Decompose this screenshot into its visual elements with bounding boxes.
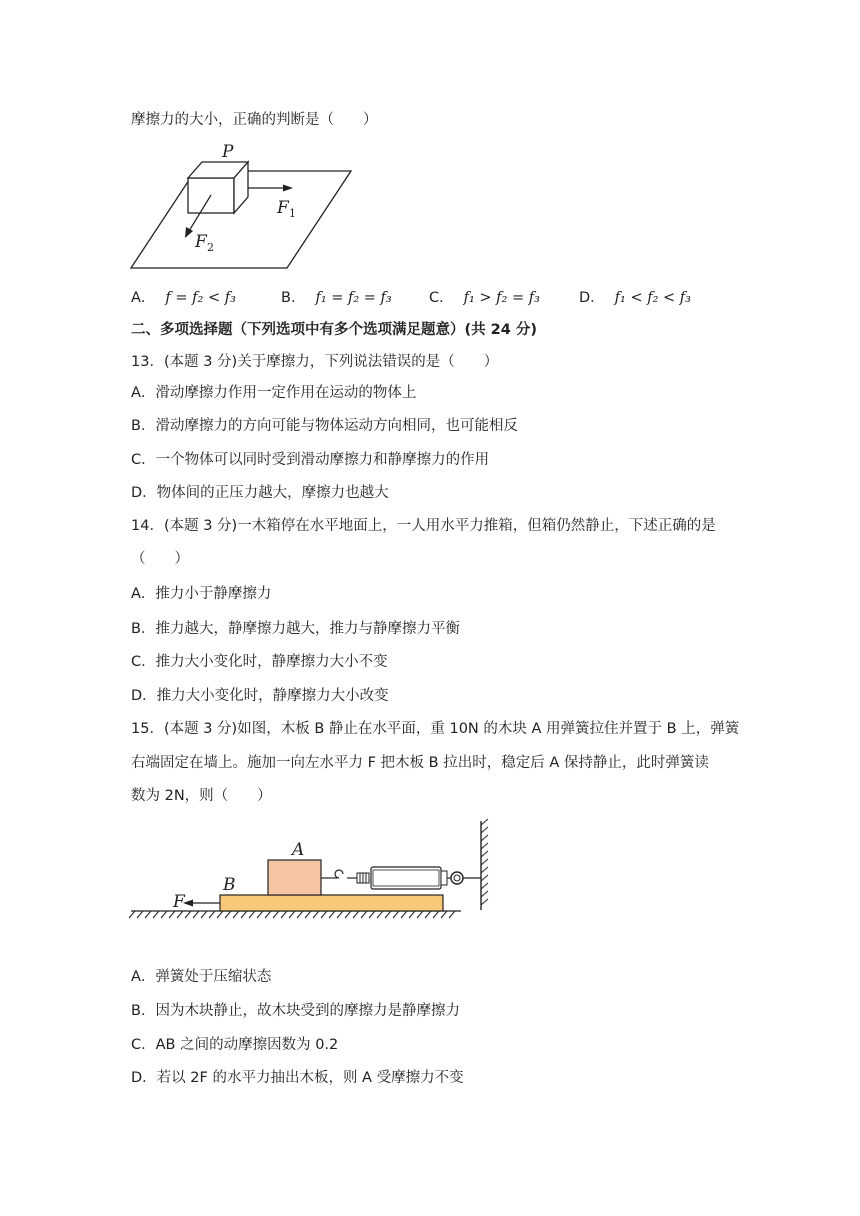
q12-options: [131, 286, 751, 308]
q12-option-b[interactable]: B． f₁ = f₂ = f₃: [281, 290, 392, 306]
label-f2-sub: 2: [207, 241, 214, 254]
arrow-f2-icon: [185, 227, 193, 238]
q15-stem-line3: 数为 2N，则（ ）: [131, 788, 272, 804]
q13-option-a[interactable]: A．滑动摩擦力作用一定作用在运动的物体上: [131, 385, 417, 401]
label-f1: F: [277, 198, 289, 218]
q15-option-d[interactable]: D．若以 2F 的水平力抽出木板，则 A 受摩擦力不变: [131, 1070, 464, 1086]
q14-stem-line1: 14．(本题 3 分)一木箱停在水平地面上，一人用水平力推箱，但箱仍然静止，下述正确的是: [131, 518, 716, 534]
q13-option-c[interactable]: C．一个物体可以同时受到滑动摩擦力和静摩擦力的作用: [131, 452, 490, 468]
arrow-f1-icon: [283, 185, 293, 192]
spring-scale: [321, 867, 481, 889]
q15-stem-line2: 右端固定在墙上。施加一向左水平力 F 把木板 B 拉出时，稳定后 A 保持静止，此时弹簧读: [131, 755, 709, 771]
q14-option-b[interactable]: B．推力越大，静摩擦力越大，推力与静摩擦力平衡: [131, 621, 460, 637]
board-b: [220, 895, 443, 911]
q13-option-b[interactable]: B．滑动摩擦力的方向可能与物体运动方向相同，也可能相反: [131, 418, 518, 434]
label-a: A: [292, 840, 305, 860]
label-f2: F: [195, 232, 207, 252]
q15-stem-line1: 15．(本题 3 分)如图，木板 B 静止在水平面，重 10N 的木块 A 用弹簧拉住并置于 B 上，弹簧: [131, 721, 740, 737]
q12-stem: 摩擦力的大小，正确的判断是（ ）: [131, 112, 378, 128]
q12-option-d[interactable]: D． f₁ < f₂ < f₃: [579, 290, 691, 306]
q12-option-c[interactable]: C． f₁ > f₂ = f₃: [429, 290, 540, 306]
wall-hatch: [481, 819, 488, 905]
q15-option-a[interactable]: A．弹簧处于压缩状态: [131, 969, 272, 985]
q15-option-b[interactable]: B．因为木块静止，故木块受到的摩擦力是静摩擦力: [131, 1003, 460, 1019]
q12-option-a[interactable]: A． f = f₂ < f₃: [131, 290, 236, 306]
label-f: F: [173, 892, 185, 912]
q14-stem-line2: （ ）: [131, 551, 189, 567]
q13-stem: 13．(本题 3 分)关于摩擦力，下列说法错误的是（ ）: [131, 354, 499, 370]
ground-hatch: [129, 911, 455, 918]
q15-figure: [125, 815, 505, 925]
label-b: B: [223, 875, 236, 895]
q12-figure: [125, 140, 365, 275]
label-p: P: [222, 142, 234, 162]
q14-option-a[interactable]: A．推力小于静摩擦力: [131, 586, 272, 602]
q13-option-d[interactable]: D．物体间的正压力越大，摩擦力也越大: [131, 485, 389, 501]
q14-option-c[interactable]: C．推力大小变化时，静摩擦力大小不变: [131, 654, 388, 670]
block-a: [268, 860, 321, 895]
q14-option-d[interactable]: D．推力大小变化时，静摩擦力大小改变: [131, 688, 389, 704]
section-heading: 二、多项选择题（下列选项中有多个选项满足题意）(共 24 分): [131, 322, 538, 338]
label-f1-sub: 1: [289, 207, 296, 220]
q15-option-c[interactable]: C．AB 之间的动摩擦因数为 0.2: [131, 1037, 339, 1053]
